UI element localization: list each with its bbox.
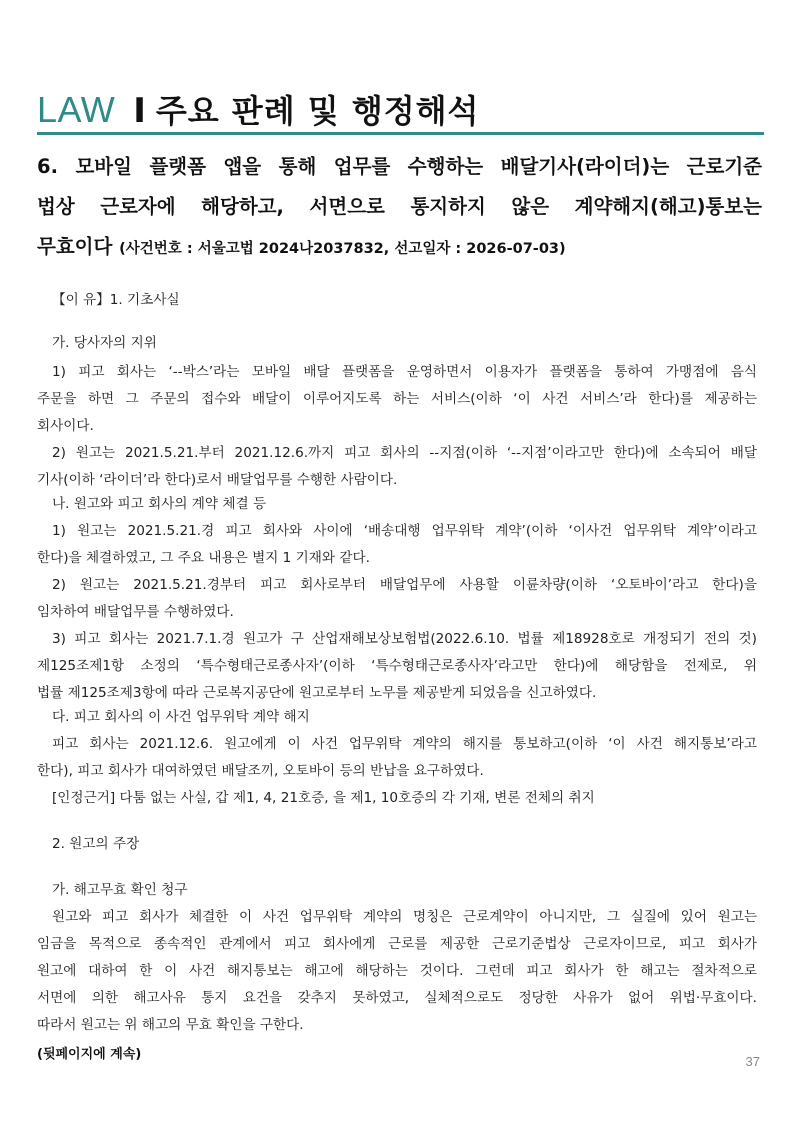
- law-label: LAW: [37, 89, 116, 130]
- subheading-parties: 가. 당사자의 지위: [52, 335, 157, 351]
- text-line: 한다), 피고 회사가 대여하였던 배달조끼, 오토바이 등의 반납을 요구하였다.: [37, 763, 484, 779]
- continued-note: (뒷페이지에 계속): [37, 1047, 142, 1062]
- subheading-contract: 나. 원고와 피고 회사의 계약 체결 등: [52, 496, 267, 512]
- text-line: 따라서 원고는 위 해고의 무효 확인을 구한다.: [37, 1017, 304, 1033]
- text-line: 임차하여 배달업무를 수행하였다.: [37, 604, 234, 620]
- subheading-termination: 다. 피고 회사의 이 사건 업무위탁 계약 해지: [52, 709, 310, 725]
- text-line: 회사이다.: [37, 418, 94, 434]
- text-line: 피고 회사는 2021.12.6. 원고에게 이 사건 업무위탁 계약의 해지를 통보하고(이하 ‘이 사건 해지통보’라고: [52, 736, 757, 752]
- text-line: 한다)을 체결하였고, 그 주요 내용은 별지 1 기재와 같다.: [37, 550, 370, 566]
- case-heading-line-3: [37, 227, 762, 269]
- section-header: [37, 86, 764, 130]
- case-heading-line-1: 6. 모바일 플랫폼 앱을 통해 업무를 수행하는 배달기사(라이더)는 근로기준: [37, 155, 762, 178]
- text-line: 주문을 하면 그 주문의 접수와 배달이 이루어지도록 하는 서비스(이하 ‘이 사건 서비스’라 한다)를 제공하는: [37, 391, 757, 407]
- reason-heading: 【이 유】1. 기초사실: [52, 292, 180, 308]
- text-line: 1) 피고 회사는 ‘--박스’라는 모바일 배달 플랫폼을 운영하면서 이용자가 플랫폼을 통하여 가맹점에 음식: [52, 364, 757, 380]
- section-title: 주요 판례 및 행정해석: [155, 92, 480, 130]
- case-heading: [37, 147, 762, 269]
- text-line: 원고와 피고 회사가 체결한 이 사건 업무위탁 계약의 명칭은 근로계약이 아니지만, 그 실질에 있어 원고는: [52, 909, 757, 925]
- case-info: (사건번호 : 서울고법 2024나2037832, 선고일자 : 2026-07-03): [119, 241, 566, 257]
- text-line: 법률 제125조제3항에 따라 근로복지공단에 원고로부터 노무를 제공받게 되었음을 신고하였다.: [37, 685, 597, 701]
- text-line: 임금을 목적으로 종속적인 관계에서 피고 회사에게 근로를 제공한 근로기준법상 근로자이므로, 피고 회사가: [37, 936, 757, 952]
- evidence-basis: [인정근거] 다툼 없는 사실, 갑 제1, 4, 21호증, 을 제1, 10호증의 각 기재, 변론 전체의 취지: [52, 790, 595, 806]
- text-line: 2) 원고는 2021.5.21.부터 2021.12.6.까지 피고 회사의 --지점(이하 ‘--지점’이라고만 한다)에 소속되어 배달: [52, 445, 757, 461]
- text-line: 서면에 의한 해고사유 통지 요건을 갖추지 못하였고, 실체적으로도 정당한 사유가 없어 위법·무효이다.: [37, 990, 757, 1006]
- text-line: 3) 피고 회사는 2021.7.1.경 원고가 구 산업재해보상보험법(2022.6.10. 법률 제18928호로 개정되기 전의 것): [52, 631, 757, 647]
- subheading-dismissal-claim: 가. 해고무효 확인 청구: [52, 882, 188, 898]
- subheading-plaintiff-claim: 2. 원고의 주장: [52, 836, 140, 852]
- page-number: 37: [745, 1054, 760, 1069]
- header-separator: I: [133, 91, 146, 131]
- text-line: 1) 원고는 2021.5.21.경 피고 회사와 사이에 ‘배송대행 업무위탁 계약’(이하 ‘이사건 업무위탁 계약’이라고: [52, 523, 757, 539]
- header-divider: [37, 132, 764, 135]
- case-heading-conclusion: 무효이다: [37, 235, 113, 258]
- case-heading-line-2: 법상 근로자에 해당하고, 서면으로 통지하지 않은 계약해지(해고)통보는: [37, 195, 762, 218]
- text-line: 기사(이하 ‘라이더’라 한다)로서 배달업무를 수행한 사람이다.: [37, 472, 398, 488]
- text-line: 원고에 대하여 한 이 사건 해지통보는 해고에 해당하는 것이다. 그런데 피고 회사가 한 해고는 절차적으로: [37, 963, 757, 979]
- text-line: 제125조제1항 소정의 ‘특수형태근로종사자’(이하 ‘특수형태근로종사자’라고만 한다)에 해당함을 전제로, 위: [37, 658, 757, 674]
- text-line: 2) 원고는 2021.5.21.경부터 피고 회사로부터 배달업무에 사용할 이륜차량(이하 ‘오토바이’라고 한다)을: [52, 577, 757, 593]
